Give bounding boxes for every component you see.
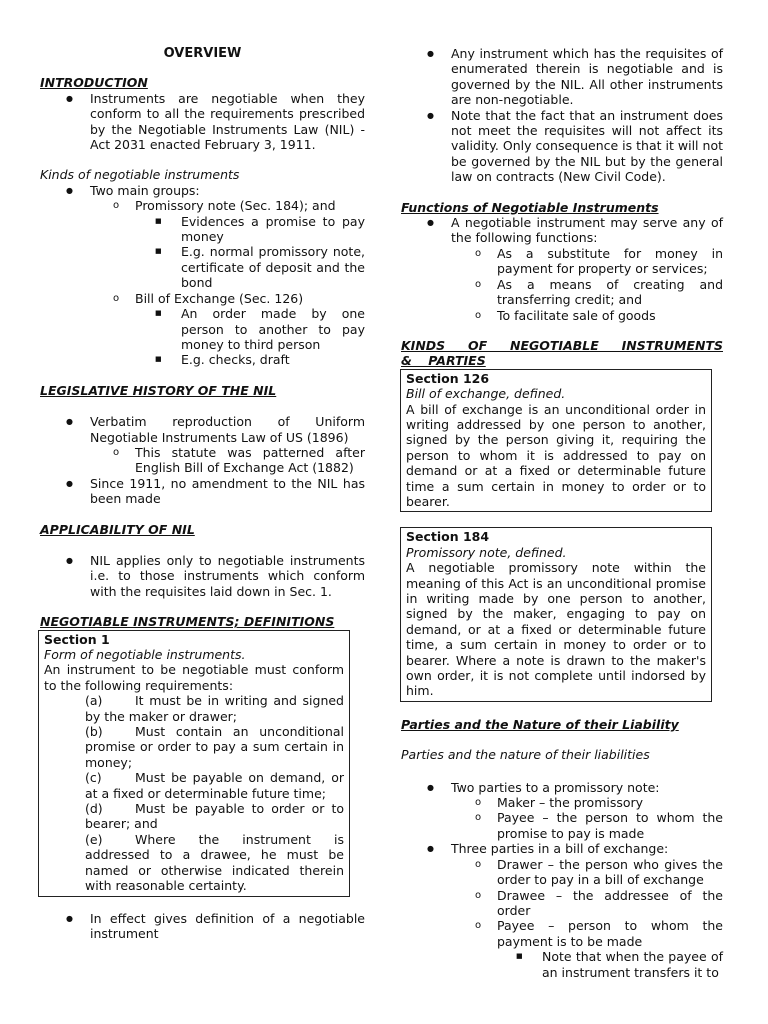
heading-kinds-parties: KINDS OF NEGOTIABLE INSTRUMENTS & PARTIES [401,337,723,369]
right-column [401,0,723,980]
effect-bullet: ● In effect gives definition of a negotiable instrument [90,911,365,942]
payee-item-1: o Payee – the person to whom the promise to pay is made [497,810,723,841]
section-1-subtitle: Form of negotiable instruments. [44,647,246,662]
payee-note: ■ Note that when the payee of an instrument transfers it to [542,949,723,980]
three-parties-bullet: ● Three parties in a bill of exchange: [451,841,723,856]
function-1: o As a substitute for money in payment for property or services; [497,246,723,277]
section-1-box [38,630,350,897]
heading-introduction: INTRODUCTION [40,75,148,91]
section-184-box [400,527,712,701]
heading-parties: Parties and the Nature of their Liability [401,716,679,732]
leg-bullet2: ● Since 1911, no amendment to the NIL has been made [90,476,365,507]
function-3: o To facilitate sale of goods [497,308,723,323]
two-parties-bullet: ● Two parties to a promissory note: [451,780,723,795]
requirement-d: (d) Must be payable to order or to bearer; and [85,801,344,832]
maker-item: o Maker – the promissory [497,795,723,810]
requirement-b: (b) Must contain an unconditional promise or order to pay a sum certain in money; [85,724,344,770]
requirement-e-label: (e) [85,831,103,847]
function-2: o As a means of creating and transferring credit; and [497,277,723,308]
heading-definitions: NEGOTIABLE INSTRUMENTS; DEFINITIONS [40,614,335,630]
bill-sub2: ■ E.g. checks, draft [181,352,365,367]
drawee-item: o Drawee – the addressee of the order [497,888,723,919]
section-184-text: A negotiable promissory note within the meaning of this Act is an unconditional promise in writing made by one person to another, signed by the maker, engaging to pay on demand, or at a fixed or determinable future time, a sum certain in money to order or to bearer. Where a note is drawn to the maker's own order, it is not complete until indorsed by him. [406,560,706,699]
intro-bullet: ● Instruments are negotiable when they conform to all the requirements prescribed by the Negotiable Instruments Law (NIL) - Act 2031 enacted February 3, 1911. [90,91,365,153]
heading-applicability: APPLICABILITY OF NIL [40,521,195,537]
requirement-b-label: (b) [85,724,103,740]
section-126-text: A bill of exchange is an unconditional order in writing addressed by one person to another, signed by the person giving it, requiring the person to whom it is addressed to pay on demand or at a fixed or determinable future time a sum certain in money to order or to bearer. [406,401,706,509]
heading-legislative: LEGISLATIVE HISTORY OF THE NIL [40,382,277,398]
parties-subheading: Parties and the nature of their liabilities [401,747,650,763]
kinds-bullet: ● Two main groups: [90,183,365,198]
app-bullet: ● NIL applies only to negotiable instruments i.e. to those instruments which conform with the requisites laid down in Sec. 1. [90,553,365,599]
promissory-item: o Promissory note (Sec. 184); and [135,198,365,213]
requirement-c: (c) Must be payable on demand, or at a fixed or determinable future time; [85,770,344,801]
leg-bullet1: ● Verbatim reproduction of Uniform Negotiable Instruments Law of US (1896) [90,414,365,445]
payee-item-2: o Payee – person to whom the payment is to be made [497,918,723,949]
requisites-bullet: ● Any instrument which has the requisites of enumerated therein is negotiable and is governed by the NIL. All other instruments are non-negotiable. [451,46,723,108]
leg-sub1: o This statute was patterned after English Bill of Exchange Act (1882) [135,445,365,476]
section-1-intro: An instrument to be negotiable must conform to the following requirements: [44,662,344,693]
bill-sub1: ■ An order made by one person to another to pay money to third person [181,306,365,352]
requirement-d-label: (d) [85,801,103,817]
section-126-subtitle: Bill of exchange, defined. [406,386,566,402]
functions-bullet: ● A negotiable instrument may serve any of the following functions: [451,215,723,246]
promissory-sub2: ■ E.g. normal promissory note, certificate of deposit and the bond [181,244,365,290]
requirement-c-label: (c) [85,770,102,786]
requirement-e: (e) Where the instrument is addressed to a drawee, he must be named or otherwise indicated therein with reasonable certainty. [85,831,344,894]
heading-functions: Functions of Negotiable Instruments [401,199,659,215]
validity-bullet: ● Note that the fact that an instrument does not meet the requisites will not affect its validity. Only consequence is that it will not be governed by the NIL but by the general law on contracts (New Civil Code). [451,108,723,185]
requirement-a-label: (a) [85,693,103,709]
requirement-a: (a) It must be in writing and signed by the maker or drawer; [85,693,344,724]
drawer-item: o Drawer – the person who gives the order to pay in a bill of exchange [497,857,723,888]
section-126-title: Section 126 [406,370,490,386]
bill-item: o Bill of Exchange (Sec. 126) [135,291,365,306]
section-1-title: Section 1 [44,631,110,647]
left-column [40,0,365,941]
section-126-box [400,369,712,513]
promissory-sub1: ■ Evidences a promise to pay money [181,214,365,245]
section-184-subtitle: Promissory note, defined. [406,544,567,560]
page-title: OVERVIEW [163,46,242,61]
heading-kinds: Kinds of negotiable instruments [40,167,240,183]
section-184-title: Section 184 [406,529,490,545]
